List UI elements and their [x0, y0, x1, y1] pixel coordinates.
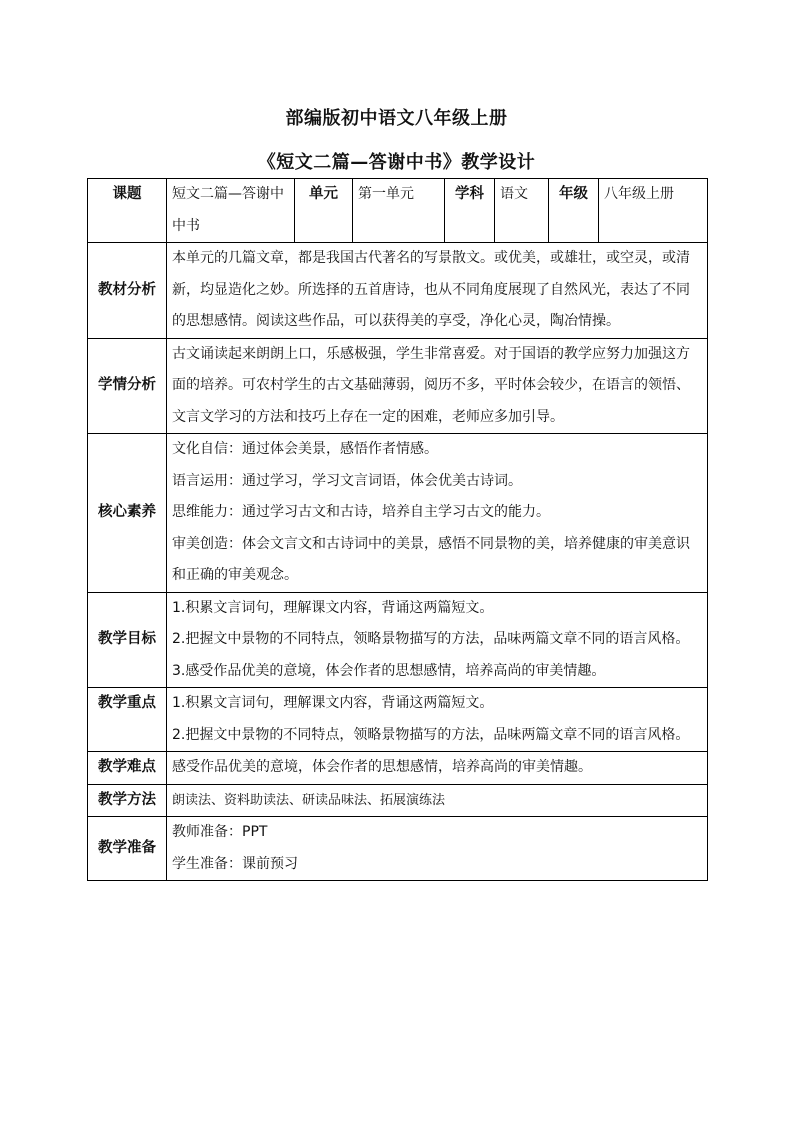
unit-value: 第一单元: [353, 179, 445, 243]
teaching-goal-item: 1.积累文言词句，理解课文内容，背诵这两篇短文。: [172, 599, 494, 616]
teaching-goals-label: 教学目标: [88, 592, 167, 688]
textbook-analysis-row: [88, 243, 708, 339]
preparation-item: 教师准备：PPT: [172, 824, 268, 840]
student-analysis-label: 学情分析: [88, 338, 167, 434]
teaching-goal-item: 2.把握文中景物的不同特点，领略景物描写的方法，品味两篇文章不同的语言风格。: [172, 631, 690, 647]
teaching-goal-item: 3.感受作品优美的意境，体会作者的思想感情，培养高尚的审美情趣。: [172, 662, 606, 679]
core-literacy-content: [167, 434, 708, 593]
lesson-plan-table: [87, 178, 708, 881]
methods-text: 朗读法、资料助读法、研读品味法、拓展演练法: [167, 784, 708, 817]
core-literacy-label: 核心素养: [88, 434, 167, 593]
difficulties-text: 感受作品优美的意境，体会作者的思想感情，培养高尚的审美情趣。: [167, 752, 708, 785]
methods-label: 教学方法: [88, 784, 167, 817]
key-points-content: [167, 688, 708, 752]
preparation-content: [167, 817, 708, 881]
difficulties-row: [88, 752, 708, 785]
topic-value: 短文二篇—答谢中中书: [167, 179, 295, 243]
key-point-item: 1.积累文言词句，理解课文内容，背诵这两篇短文。: [172, 695, 494, 711]
document-subtitle: 《短文二篇—答谢中书》教学设计: [257, 152, 536, 173]
student-analysis-row: [88, 338, 708, 434]
core-literacy-item: 思维能力：通过学习古文和古诗，培养自主学习古文的能力。: [172, 504, 550, 520]
difficulties-label: 教学难点: [88, 752, 167, 785]
preparation-label: 教学准备: [88, 817, 167, 881]
grade-value: 八年级上册: [599, 179, 708, 243]
methods-row: [88, 784, 708, 817]
textbook-analysis-label: 教材分析: [88, 243, 167, 339]
textbook-analysis-text: 本单元的几篇文章，都是我国古代著名的写景散文。或优美，或雄壮，或空灵，或清新，均显造化之妙。所选择的五首唐诗，也从不同角度展现了自然风光，表达了不同的思想感情。阅读这些作品，可以获得美的享受，净化心灵，陶冶情操。: [167, 243, 708, 339]
topic-label: 课题: [88, 179, 167, 243]
unit-label: 单元: [295, 179, 353, 243]
student-analysis-text: 古文诵读起来朗朗上口，乐感极强，学生非常喜爱。对于国语的教学应努力加强这方面的培养。可农村学生的古文基础薄弱，阅历不多，平时体会较少，在语言的领悟、文言文学习的方法和技巧上存在一定的困难，老师应多加引导。: [167, 338, 708, 434]
preparation-row: [88, 817, 708, 881]
core-literacy-item: 语言运用：通过学习，学习文言词语，体会优美古诗词。: [172, 472, 522, 489]
teaching-goals-content: [167, 592, 708, 688]
core-literacy-item: 文化自信：通过体会美景，感悟作者情感。: [172, 441, 438, 457]
preparation-item: 学生准备：课前预习: [172, 855, 298, 872]
grade-label: 年级: [549, 179, 599, 243]
teaching-goals-row: [88, 592, 708, 688]
subject-value: 语文: [495, 179, 549, 243]
header-row: [88, 179, 708, 243]
key-points-row: [88, 688, 708, 752]
key-points-label: 教学重点: [88, 688, 167, 752]
core-literacy-item: 审美创造：体会文言文和古诗词中的美景，感悟不同景物的美，培养健康的审美意识和正确的审美观念。: [172, 535, 690, 583]
subject-label: 学科: [445, 179, 495, 243]
key-point-item: 2.把握文中景物的不同特点，领略景物描写的方法，品味两篇文章不同的语言风格。: [172, 726, 690, 743]
core-literacy-row: [88, 434, 708, 593]
document-title: 部编版初中语文八年级上册: [285, 108, 508, 129]
